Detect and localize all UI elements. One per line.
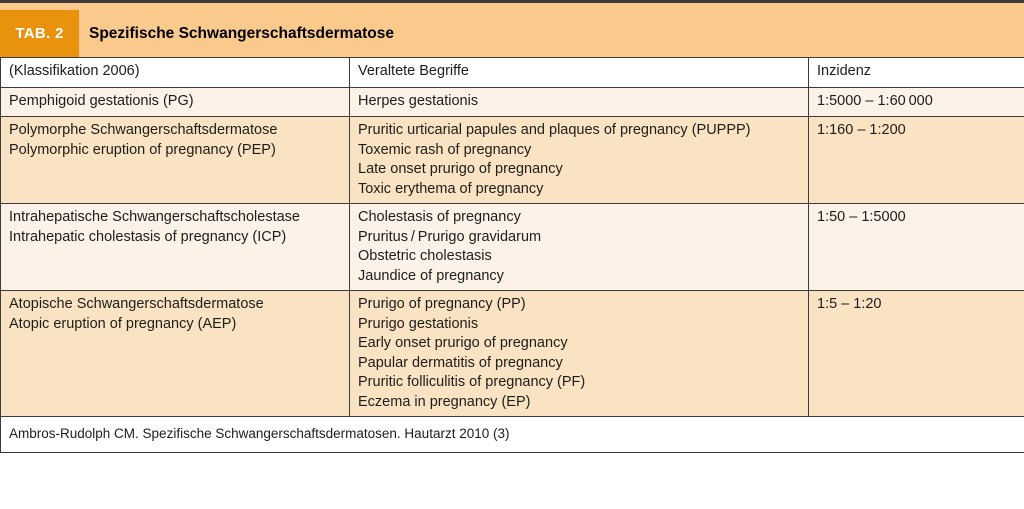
cell-line: Jaundice of pregnancy [358,267,504,284]
cell-line: Pemphigoid gestationis (PG) [9,93,194,109]
cell-line: Intrahepatische Schwangerschaftscholestase [9,209,300,225]
cell-line: Prurigo of pregnancy (PP) [358,296,526,312]
table-row-aep [1,291,1024,417]
cell-klassifikation [1,204,350,291]
table-header-row [1,58,1024,88]
cell-line: Pruritic folliculitis of pregnancy (PF) [358,374,586,390]
cell-line: Prurigo gestationis [358,315,479,332]
cell-klassifikation [1,291,350,417]
cell-line: Toxemic rash of pregnancy [358,141,532,158]
cell-klassifikation [1,117,350,204]
cell-veraltete-begriffe [350,117,809,204]
cell-klassifikation [1,88,350,117]
cell-inzidenz: 1:160 – 1:200 [809,117,1024,204]
cell-veraltete-begriffe [350,204,809,291]
table-row-pg [1,88,1024,117]
table-title: Spezifische Schwangerschaftsdermatose [89,24,394,42]
cell-veraltete-begriffe [350,291,809,417]
table-footer-row [1,417,1024,453]
cell-line: Papular dermatitis of pregnancy [358,354,563,371]
cell-line: Late onset prurigo of pregnancy [358,161,563,177]
table-header-band [0,0,1024,57]
cell-inzidenz: 1:50 – 1:5000 [809,204,1024,291]
cell-veraltete-begriffe [350,88,809,117]
cell-line: Polymorphic eruption of pregnancy (PEP) [9,141,276,158]
dermatose-table [0,57,1024,453]
table-number-label: TAB. 2 [15,25,64,42]
source-citation: Ambros-Rudolph CM. Spezifische Schwangerschaftsdermatosen. Hautarzt 2010 (3) [1,417,1024,453]
cell-inzidenz: 1:5 – 1:20 [809,291,1024,417]
cell-line: Atopic eruption of pregnancy (AEP) [9,315,237,332]
cell-line: Herpes gestationis [358,93,479,109]
cell-line: Eczema in pregnancy (EP) [358,393,531,410]
cell-line: Polymorphe Schwangerschaftsdermatose [9,122,278,138]
cell-line: Atopische Schwangerschaftsdermatose [9,296,264,312]
column-header-veraltete-begriffe: Veraltete Begriffe [350,58,809,88]
column-header-inzidenz: Inzidenz [809,58,1024,88]
table-number-badge [0,10,79,57]
cell-line: Pruritic urticarial papules and plaques of pregnancy (PUPPP) [358,122,751,138]
table-row-icp [1,204,1024,291]
cell-line: Obstetric cholestasis [358,248,492,264]
cell-inzidenz: 1:5000 – 1:60 000 [809,88,1024,117]
cell-line: Cholestasis of pregnancy [358,209,521,225]
cell-line: Early onset prurigo of pregnancy [358,335,568,351]
cell-line: Pruritus / Prurigo gravidarum [358,228,542,245]
table-row-pep [1,117,1024,204]
cell-line: Toxic erythema of pregnancy [358,180,544,197]
column-header-klassifikation: (Klassifikation 2006) [1,58,350,88]
cell-line: Intrahepatic cholestasis of pregnancy (ICP) [9,228,287,245]
